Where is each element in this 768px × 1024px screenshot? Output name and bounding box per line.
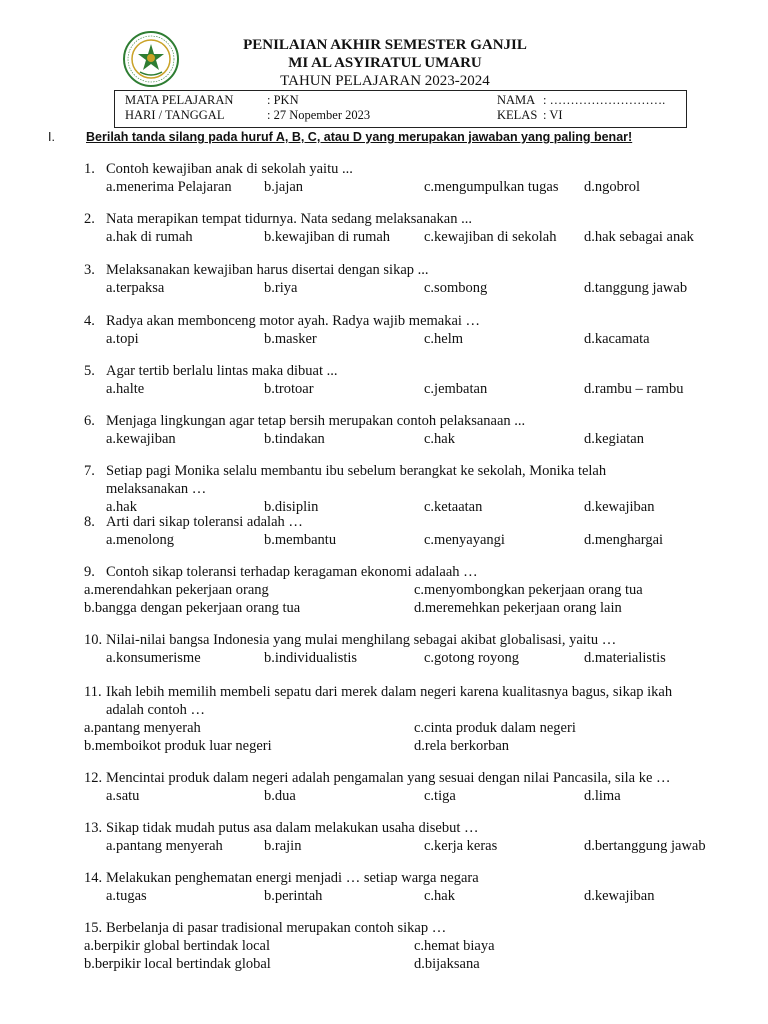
question-number: 10. (84, 632, 103, 648)
question-text: Melakukan penghematan energi menjadi … setiap warga negara (106, 870, 479, 886)
answer-option[interactable]: b.masker (264, 331, 317, 347)
answer-option[interactable]: c.menyombongkan pekerjaan orang tua (414, 582, 643, 598)
question-text: Mencintai produk dalam negeri adalah pengamalan yang sesuai dengan nilai Pancasila, sila ke … (106, 770, 671, 786)
answer-option[interactable]: c.kerja keras (424, 838, 498, 854)
question-text: adalah contoh … (106, 702, 206, 718)
question-text: Radya akan membonceng motor ayah. Radya wajib memakai … (106, 313, 481, 329)
question-text: Contoh kewajiban anak di sekolah yaitu ... (106, 161, 353, 177)
date-value: : 27 Nopember 2023 (267, 108, 371, 122)
answer-option[interactable]: a.konsumerisme (106, 650, 201, 666)
question-number: 7. (84, 463, 95, 479)
answer-option[interactable]: c.jembatan (424, 381, 488, 397)
answer-option[interactable]: b.memboikot produk luar negeri (84, 738, 272, 754)
question-number: 6. (84, 413, 95, 429)
class-label: KELAS (497, 108, 538, 122)
school-name: MI AL ASYIRATUL UMARU (288, 55, 482, 71)
name-value[interactable]: : ………………………. (543, 93, 666, 107)
answer-option[interactable]: a.halte (106, 381, 145, 397)
question-text: melaksanakan … (106, 481, 207, 497)
answer-option[interactable]: a.menolong (106, 532, 175, 548)
question-text: Agar tertib berlalu lintas maka dibuat ... (106, 363, 338, 379)
name-label: NAMA (497, 93, 536, 107)
school-logo-icon (122, 30, 180, 88)
question-number: 5. (84, 363, 95, 379)
question-number: 14. (84, 870, 103, 886)
answer-option[interactable]: b.jajan (264, 179, 304, 195)
question-number: 1. (84, 161, 95, 177)
question-text: Nata merapikan tempat tidurnya. Nata sedang melaksanakan ... (106, 211, 472, 227)
answer-option[interactable]: b.disiplin (264, 499, 319, 515)
answer-option[interactable]: a.merendahkan pekerjaan orang (84, 582, 269, 598)
answer-option[interactable]: c.cinta produk dalam negeri (414, 720, 576, 736)
question-number: 4. (84, 313, 95, 329)
answer-option[interactable]: a.tugas (106, 888, 147, 904)
date-label: HARI / TANGGAL (125, 108, 225, 122)
question-number: 8. (84, 514, 95, 530)
answer-option[interactable]: d.rambu – rambu (584, 381, 684, 397)
answer-option[interactable]: b.tindakan (264, 431, 325, 447)
answer-option[interactable]: a.satu (106, 788, 140, 804)
answer-option[interactable]: c.hemat biaya (414, 938, 495, 954)
info-row-subject (125, 93, 686, 108)
answer-option[interactable]: d.ngobrol (584, 179, 640, 195)
academic-year: TAHUN PELAJARAN 2023-2024 (280, 73, 490, 89)
answer-option[interactable]: d.kewajiban (584, 888, 655, 904)
answer-option[interactable]: b.perintah (264, 888, 323, 904)
answer-option[interactable]: b.riya (264, 280, 298, 296)
answer-option[interactable]: a.berpikir global bertindak local (84, 938, 271, 954)
exam-title: PENILAIAN AKHIR SEMESTER GANJIL (243, 37, 527, 53)
answer-option[interactable]: d.menghargai (584, 532, 664, 548)
question-number: 13. (84, 820, 103, 836)
question-text: Menjaga lingkungan agar tetap bersih merupakan contoh pelaksanaan ... (106, 413, 526, 429)
question-text: Sikap tidak mudah putus asa dalam melakukan usaha disebut … (106, 820, 479, 836)
question-number: 11. (84, 684, 102, 700)
question-text: Berbelanja di pasar tradisional merupakan contoh sikap … (106, 920, 447, 936)
answer-option[interactable]: c.menyayangi (424, 532, 505, 548)
answer-option[interactable]: a.hak (106, 499, 137, 515)
question-number: 9. (84, 564, 95, 580)
answer-option[interactable]: d.materialistis (584, 650, 666, 666)
question-number: 3. (84, 262, 95, 278)
answer-option[interactable]: d.rela berkorban (414, 738, 510, 754)
answer-option[interactable]: d.lima (584, 788, 621, 804)
question-number: 12. (84, 770, 103, 786)
student-info-box (114, 90, 687, 128)
answer-option[interactable]: d.bertanggung jawab (584, 838, 706, 854)
subject-value: : PKN (267, 93, 299, 107)
answer-option[interactable]: b.rajin (264, 838, 302, 854)
answer-option[interactable]: c.hak (424, 888, 455, 904)
answer-option[interactable]: c.gotong royong (424, 650, 520, 666)
answer-option[interactable]: c.helm (424, 331, 464, 347)
answer-option[interactable]: b.berpikir local bertindak global (84, 956, 271, 972)
question-number: 15. (84, 920, 103, 936)
answer-option[interactable]: a.pantang menyerah (84, 720, 201, 736)
answer-option[interactable]: a.kewajiban (106, 431, 176, 447)
info-row-date (125, 108, 686, 123)
answer-option[interactable]: c.hak (424, 431, 455, 447)
answer-option[interactable]: b.trotoar (264, 381, 314, 397)
instruction-text: Berilah tanda silang pada huruf A, B, C, atau D yang merupakan jawaban yang paling benar! (86, 130, 633, 144)
answer-option[interactable]: d.tanggung jawab (584, 280, 688, 296)
answer-option[interactable]: a.hak di rumah (106, 229, 193, 245)
answer-option[interactable]: b.individualistis (264, 650, 358, 666)
question-text: Nilai-nilai bangsa Indonesia yang mulai menghilang sebagai akibat globalisasi, yaitu … (106, 632, 617, 648)
question-text: Melaksanakan kewajiban harus disertai dengan sikap ... (106, 262, 429, 278)
exam-header (180, 36, 590, 90)
answer-option[interactable]: d.meremehkan pekerjaan orang lain (414, 600, 622, 616)
answer-option[interactable]: c.kewajiban di sekolah (424, 229, 557, 245)
answer-option[interactable]: b.kewajiban di rumah (264, 229, 391, 245)
question-text: Ikah lebih memilih membeli sepatu dari merek dalam negeri karena kualitasnya bagus, sikap ikah (106, 684, 673, 700)
answer-option[interactable]: c.sombong (424, 280, 488, 296)
answer-option[interactable]: b.dua (264, 788, 296, 804)
answer-option[interactable]: d.kegiatan (584, 431, 644, 447)
class-value: : VI (543, 108, 563, 122)
answer-option[interactable]: d.kewajiban (584, 499, 655, 515)
answer-option[interactable]: d.kacamata (584, 331, 650, 347)
answer-option[interactable]: d.bijaksana (414, 956, 480, 972)
answer-option[interactable]: a.terpaksa (106, 280, 165, 296)
question-text: Arti dari sikap toleransi adalah … (106, 514, 303, 530)
question-text: Contoh sikap toleransi terhadap keragaman ekonomi adalaah … (106, 564, 478, 580)
answer-option[interactable]: a.menerima Pelajaran (106, 179, 232, 195)
answer-option[interactable]: b.membantu (264, 532, 337, 548)
answer-option[interactable]: c.mengumpulkan tugas (424, 179, 559, 195)
question-number: 2. (84, 211, 95, 227)
answer-option[interactable]: d.hak sebagai anak (584, 229, 694, 245)
answer-option[interactable]: a.topi (106, 331, 139, 347)
answer-option[interactable]: c.tiga (424, 788, 456, 804)
answer-option[interactable]: a.pantang menyerah (106, 838, 223, 854)
question-text: Setiap pagi Monika selalu membantu ibu sebelum berangkat ke sekolah, Monika telah (106, 463, 607, 479)
section-number: I. (48, 130, 55, 144)
subject-label: MATA PELAJARAN (125, 93, 234, 107)
answer-option[interactable]: b.bangga dengan pekerjaan orang tua (84, 600, 301, 616)
answer-option[interactable]: c.ketaatan (424, 499, 483, 515)
